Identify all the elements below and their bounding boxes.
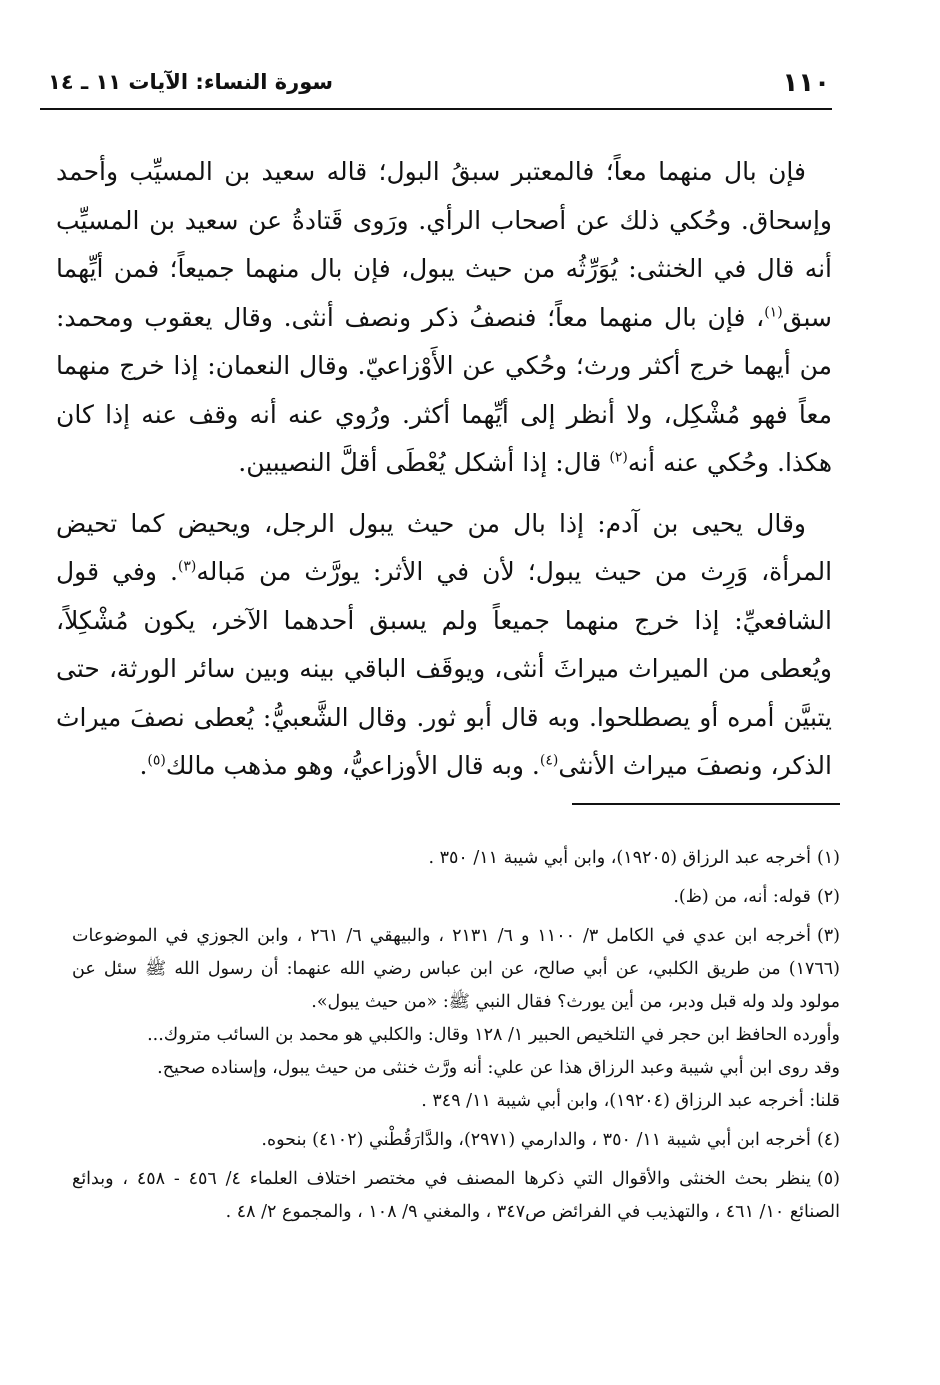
footnote-ref-2: (٢)	[609, 449, 628, 466]
footnote-2	[72, 881, 840, 914]
footnote-text: ينظر بحث الخنثى والأقوال التي ذكرها المصنف في مختصر اختلاف العلماء ٤/ ٤٥٦ - ٤٥٨ ، وبدائع الصنائع ١٠/ ٤٦١ ، والتهذيب في الفرائض ص٣٤٧ ، والمغني ٩/ ١٠٨ ، والمجموع ٢/ ٤٨ .	[72, 1169, 840, 1222]
paragraph-text: ، فإن بال منهما معاً؛ فنصفُ ذكر ونصف أنثى. وقال يعقوب ومحمد: من أيهما خرج أكثر ورث؛ وحُكي عن الأَوْزاعيّ. وقال النعمان: إذا خرج منهما معاً فهو مُشْكِل، ولا أنظر إلى أيِّهما أكثر. ورُوي عنه أنه وقف عنه إذا كان هكذا. وحُكي عنه أنه	[56, 302, 832, 477]
paragraph-1	[56, 148, 832, 488]
paragraph-2	[56, 500, 832, 791]
paragraph-text: .	[139, 751, 148, 780]
paragraph-text: قال: إذا أشكل يُعْطَى أقلَّ النصيبين.	[238, 448, 610, 477]
footnote-5	[72, 1163, 840, 1229]
footnote-ref-5: (٥)	[147, 752, 166, 769]
footnote-number: (٥)	[816, 1169, 840, 1189]
footnote-4	[72, 1124, 840, 1157]
page-number: ١١٠	[782, 68, 830, 98]
footnote-1	[72, 842, 840, 875]
footnote-text: أخرجه ابن عدي في الكامل ٣/ ١١٠٠ و ٦/ ٢١٣١ ، والبيهقي ٦/ ٢٦١ ، وابن الجوزي في الموضوعات (١٧٦٦) من طريق الكلبي، عن أبي صالح، عن ابن عباس رضي الله عنهما: أن رسول الله ﷺ سئل عن مولود ولد وله قبل ودبر، من أين يورث؟ فقال النبي ﷺ: «من حيث يبول».	[72, 926, 840, 1012]
footnote-number: (١)	[816, 848, 840, 868]
paragraph-text: وقال يحيى بن آدم: إذا بال من حيث يبول الرجل، ويحيض كما تحيض المرأة، وَرِث من حيث يبول؛ لأن في الأثر: يورَّث من مَباله	[56, 508, 833, 586]
footnote-text: أخرجه عبد الرزاق (١٩٢٠٥)، وابن أبي شيبة ١١/ ٣٥٠ .	[428, 848, 811, 868]
paragraph-text: فإن بال منهما معاً؛ فالمعتبر سبقُ البول؛ قاله سعيد بن المسيِّب وأحمد وإسحاق. وحُكي ذلك عن أصحاب الرأي. ورَوى قَتادةُ عن سعيد بن المسيِّب أنه قال في الخنثى: يُوَرِّثُه من حيث يبول، فإن بال منهما جميعاً؛ فمن أيِّهما سبق	[56, 157, 833, 332]
main-text	[56, 148, 832, 791]
header-rule	[40, 108, 832, 110]
footnotes	[72, 842, 840, 1235]
footnote-separator	[572, 803, 840, 805]
footnote-number: (٢)	[816, 887, 840, 907]
footnote-text: وأورده الحافظ ابن حجر في التلخيص الحبير ١/ ١٢٨ وقال: والكلبي هو محمد بن السائب متروك...	[147, 1025, 840, 1045]
footnote-number: (٤)	[816, 1130, 840, 1150]
footnote-ref-3: (٣)	[177, 558, 197, 575]
paragraph-text: . وفي قول الشافعيِّ: إذا خرج منهما جميعاً ولم يسبق أحدهما الآخر، يكون مُشْكِلاً، ويُعطى من الميراث ميراثَ أنثى، ويوقَف الباقي بينه وبين سائر الورثة، حتى يتبيَّن أمره أو يصطلحوا. وبه قال أبو ثور. وقال الشَّعبيُّ: يُعطى نصفَ ميراث الذكر، ونصفَ ميراث الأنثى	[56, 557, 832, 780]
running-title: سورة النساء: الآيات ١١ ـ ١٤	[48, 70, 334, 94]
footnote-text: أخرجه ابن أبي شيبة ١١/ ٣٥٠ ، والدارمي (٢٩٧١)، والدَّارَقُطْني (٤١٠٢) بنحوه.	[261, 1130, 811, 1150]
footnote-number: (٣)	[816, 926, 840, 946]
footnote-text: قوله: أنه، من (ظ).	[673, 887, 811, 907]
page-header	[40, 66, 830, 106]
footnote-3	[72, 920, 840, 1118]
footnote-ref-1: (١)	[764, 304, 783, 321]
paragraph-text: . وبه قال الأوزاعيُّ، وهو مذهب مالك	[165, 751, 540, 780]
footnote-ref-4: (٤)	[539, 752, 559, 769]
footnote-text: قلنا: أخرجه عبد الرزاق (١٩٢٠٤)، وابن أبي شيبة ١١/ ٣٤٩ .	[421, 1091, 840, 1111]
footnote-text: وقد روى ابن أبي شيبة وعبد الرزاق هذا عن علي: أنه ورَّث خنثى من حيث يبول، وإسناده صحيح.	[157, 1058, 840, 1078]
